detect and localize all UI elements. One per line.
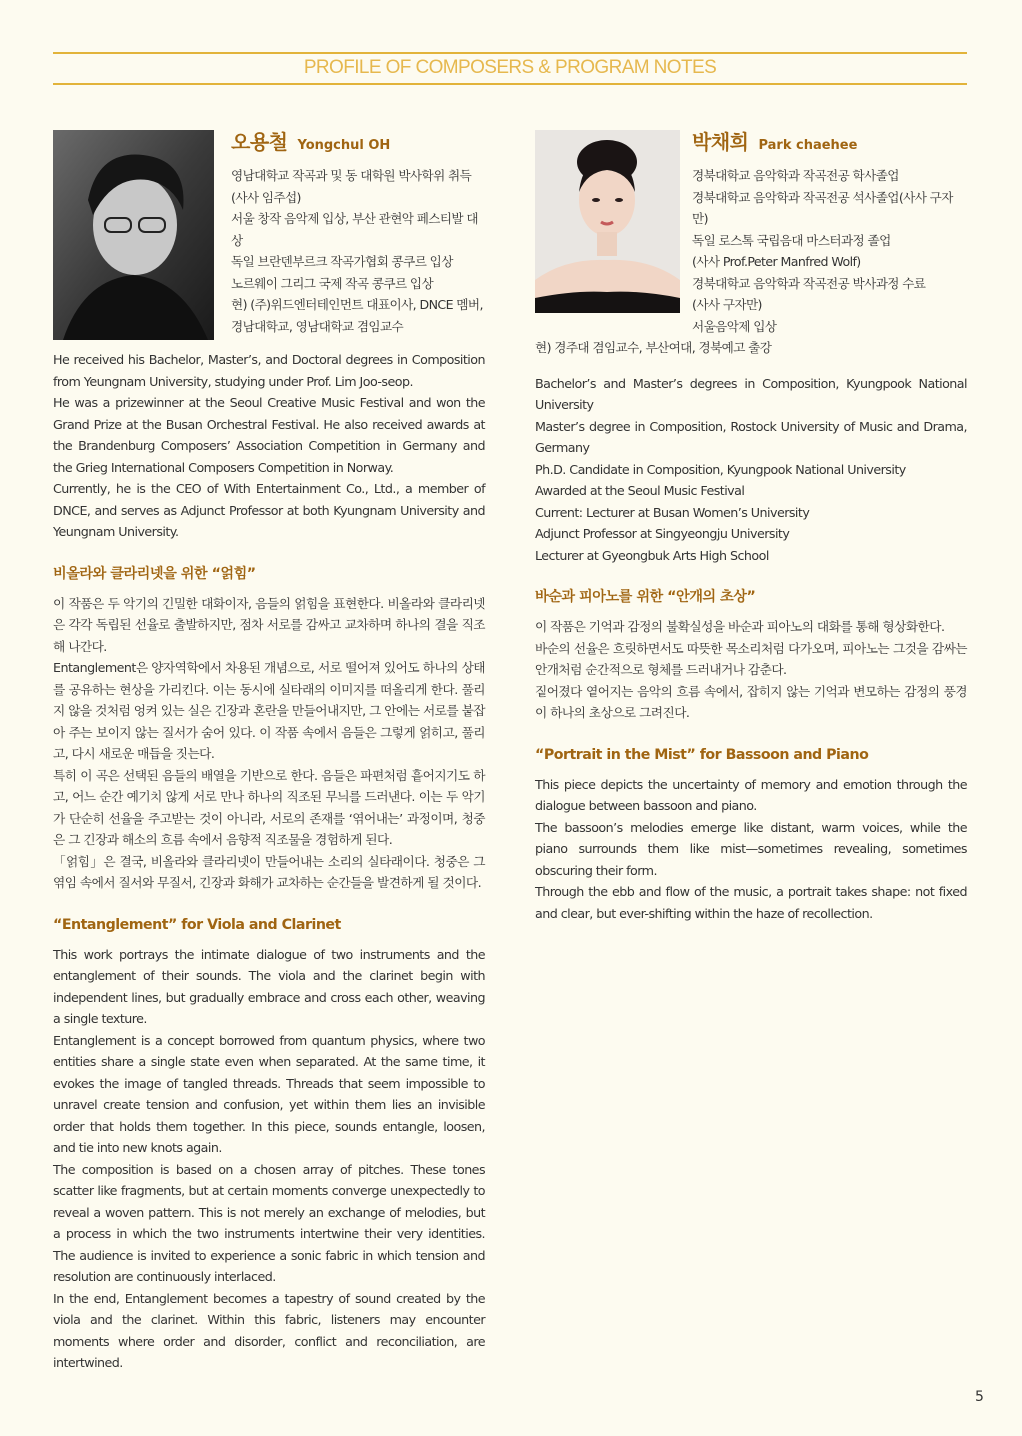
korean-bio-line: 서울음악제 입상 bbox=[692, 318, 777, 334]
page-number: 5 bbox=[975, 1389, 984, 1405]
english-note-paragraph: Entanglement is a concept borrowed from quantum physics, where two entities share a single state even when separated. At the same time, it evokes the image of tangled threads. Threads that seem impossible to unravel create tension and confusion, yet within them lies an invisible order that holds them together. In this piece, sounds entangle, loosen, and tie into new knots again. bbox=[53, 1032, 485, 1155]
korean-bio-line: 경남대학교, 영남대학교 겸임교수 bbox=[231, 318, 404, 334]
korean-note-paragraph: 이 작품은 기억과 감정의 불확실성을 바순과 피아노의 대화를 통해 형상화한다. bbox=[535, 619, 945, 634]
english-bio-line: Ph.D. Candidate in Composition, Kyungpook National University bbox=[535, 461, 906, 477]
korean-bio-line: 서울 창작 음악제 입상, 부산 관현악 페스티발 대상 bbox=[231, 211, 478, 248]
header-top-rule bbox=[53, 52, 967, 54]
korean-bio-line: 현) (주)위드엔터테인먼트 대표이사, DNCE 멤버, bbox=[231, 297, 483, 312]
english-bio-line: Lecturer at Gyeongbuk Arts High School bbox=[535, 547, 769, 563]
korean-note-paragraph: 이 작품은 두 악기의 긴밀한 대화이자, 음들의 얽힘을 표현한다. 비올라와 클라리넷은 각각 독립된 선율로 출발하지만, 점차 서로를 감싸고 교차하며 하나의 결을 직조해 나간다. bbox=[53, 595, 485, 654]
english-bio-line: Master’s degree in Composition, Rostock University of Music and Drama, Germany bbox=[535, 418, 967, 455]
english-note-paragraph: This work portrays the intimate dialogue of two instruments and the entanglement of their sounds. The viola and the clarinet begin with independent lines, but gradually embrace and cross each other, weaving a single texture. bbox=[53, 946, 485, 1026]
composer-korean-name: 박채희 bbox=[692, 130, 749, 154]
english-bio-paragraph: He received his Bachelor, Master’s, and Doctoral degrees in Composition from Yeungnam University, studying under Prof. Lim Joo-seop. bbox=[53, 352, 485, 389]
composer-column-oh bbox=[53, 127, 485, 1374]
korean-bio-line: 경북대학교 음악학과 작곡전공 석사졸업(사사 구자만) bbox=[692, 189, 953, 226]
english-note-paragraph: The bassoon’s melodies emerge like distant, warm voices, while the piano surrounds them like mist—sometimes revealing, sometimes obscuring their form. bbox=[535, 819, 967, 878]
english-note-paragraph: Through the ebb and flow of the music, a portrait takes shape: not fixed and clear, but ever-shifting within the haze of recollection. bbox=[535, 884, 967, 921]
korean-bio-line: 경북대학교 음악학과 작곡전공 박사과정 수료 bbox=[692, 275, 926, 291]
composer-photo-park bbox=[535, 130, 680, 313]
english-program-heading: “Entanglement” for Viola and Clarinet bbox=[53, 916, 341, 933]
english-program-notes bbox=[53, 944, 485, 1374]
korean-bio-line: 현) 경주대 겸임교수, 부산여대, 경북예고 출강 bbox=[535, 340, 772, 355]
korean-note-paragraph: 짙어졌다 옅어지는 음악의 흐름 속에서, 잡히지 않는 기억과 변모하는 감정의 풍경이 하나의 초상으로 그려진다. bbox=[535, 683, 967, 720]
korean-bio-line: (사사 Prof.Peter Manfred Wolf) bbox=[692, 254, 861, 269]
korean-program-notes bbox=[535, 616, 967, 724]
korean-program-notes bbox=[53, 593, 485, 894]
korean-bio-line: 영남대학교 작곡과 및 동 대학원 박사학위 취득 bbox=[231, 168, 472, 183]
english-program-heading: “Portrait in the Mist” for Bassoon and Piano bbox=[535, 746, 869, 763]
english-note-paragraph: In the end, Entanglement becomes a tapestry of sound created by the viola and the clarinet. Within this fabric, listeners may encounter moments where order and disorder, conflict and reconciliation, are intertwined. bbox=[53, 1290, 485, 1370]
korean-bio-line: 독일 브란덴부르크 작곡가협회 콩쿠르 입상 bbox=[231, 254, 453, 269]
english-bio-line: Adjunct Professor at Singyeongju University bbox=[535, 526, 790, 541]
english-bio-line: Awarded at the Seoul Music Festival bbox=[535, 483, 745, 498]
english-bio bbox=[53, 349, 485, 543]
korean-note-paragraph: Entanglement은 양자역학에서 차용된 개념으로, 서로 떨어져 있어도 하나의 상태를 공유하는 현상을 가리킨다. 이는 동시에 실타래의 이미지를 떠올리게 한다. 풀리지 않을 것처럼 엉켜 있는 실은 긴장과 혼란을 만들어내지만, 그 안에는 서로를 붙잡아 주는 보이지 않는 질서가 숨어 있다. 이 작품 속에서 음들은 그렇게 얽히고, 풀리고, 다시 새로운 매듭을 짓는다. bbox=[53, 660, 485, 761]
english-bio-paragraph: Currently, he is the CEO of With Entertainment Co., Ltd., a member of DNCE, and serves as Adjunct Professor at both Kyungnam University and Yeungnam University. bbox=[53, 481, 485, 539]
composer-column-park bbox=[535, 127, 967, 924]
korean-bio-line: 독일 로스톡 국립음대 마스터과정 졸업 bbox=[692, 232, 891, 248]
composer-korean-name: 오용철 bbox=[231, 130, 288, 154]
header-bottom-rule bbox=[53, 83, 967, 85]
korean-note-paragraph: 바순의 선율은 흐릿하면서도 따뜻한 목소리처럼 다가오며, 피아노는 그것을 감싸는 안개처럼 순간적으로 형체를 드러내거나 감춘다. bbox=[535, 640, 967, 677]
korean-bio-line: 노르웨이 그리그 국제 작곡 콩쿠르 입상 bbox=[231, 275, 434, 291]
english-bio-line: Current: Lecturer at Busan Women’s University bbox=[535, 504, 810, 520]
korean-program-heading: 바순과 피아노를 위한 “안개의 초상” bbox=[535, 589, 756, 605]
english-bio-paragraph: He was a prizewinner at the Seoul Creative Music Festival and won the Grand Prize at the Busan Orchestral Festival. He also received awards at the Brandenburg Composers’ Association Competition in Germany and the Grieg International Composers Competition in Norway. bbox=[53, 395, 485, 475]
korean-bio-line: 경북대학교 음악학과 작곡전공 학사졸업 bbox=[692, 168, 899, 183]
korean-bio-line: (사사 구자만) bbox=[692, 297, 762, 312]
composer-english-name: Yongchul OH bbox=[297, 138, 391, 153]
english-program-notes bbox=[535, 774, 967, 925]
korean-program-heading: 비올라와 클라리넷을 위한 “얽힘” bbox=[53, 565, 256, 582]
english-bio bbox=[535, 373, 967, 567]
korean-note-paragraph: 특히 이 곡은 선택된 음들의 배열을 기반으로 한다. 음들은 파편처럼 흩어지기도 하고, 어느 순간 예기치 않게 서로 만나 하나의 직조된 무늬를 드러낸다. 이는 두 악기가 단순히 선율을 주고받는 것이 아니라, 서로의 존재를 ‘엮어내는’ 과정이며, 청중은 그 긴장과 해소의 흐름 속에서 음향적 직조물을 경험하게 된다. bbox=[53, 767, 485, 847]
english-note-paragraph: The composition is based on a chosen array of pitches. These tones scatter like fragments, but at certain moments converge unexpectedly to reveal a woven pattern. This is not merely an exchange of melodies, but a process in which the two instruments intertwine their very identities. The audience is invited to experience a sonic fabric in which tension and resolution are continuously interlaced. bbox=[53, 1161, 485, 1284]
composer-english-name: Park chaehee bbox=[758, 138, 858, 153]
english-note-paragraph: This piece depicts the uncertainty of memory and emotion through the dialogue between bassoon and piano. bbox=[535, 776, 967, 813]
korean-note-paragraph: 「얽힘」은 결국, 비올라와 클라리넷이 만들어내는 소리의 실타래이다. 청중은 그 엮임 속에서 질서와 무질서, 긴장과 화해가 교차하는 순간들을 발견하게 될 것이다. bbox=[53, 853, 485, 890]
english-bio-line: Bachelor’s and Master’s degrees in Composition, Kyungpook National University bbox=[535, 375, 967, 412]
korean-bio-line: (사사 임주섭) bbox=[231, 189, 301, 205]
composer-photo-oh bbox=[53, 130, 214, 340]
page-header-title: PROFILE OF COMPOSERS & PROGRAM NOTES bbox=[303, 57, 717, 78]
